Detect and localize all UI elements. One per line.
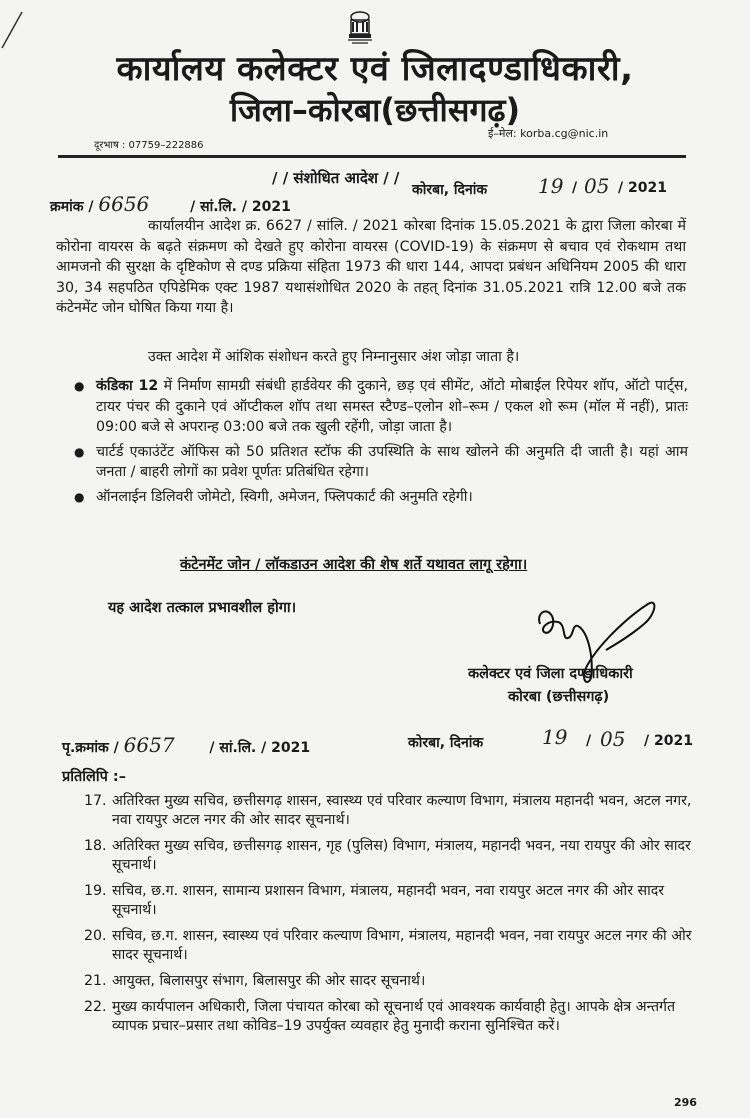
point-1-text: में निर्माण सामग्री संबंधी हार्डवेयर की दुकाने, छड़ एवं सीमेंट, ऑटो मोबाईल रिपेयर शॉप, ऑटो पार्ट्स, टायर पंचर की दुकाने एवं ऑप्टीकल शॉप तथा समस्त स्टैण्ड–एलोन शो–रूम / एकल शो रूम (मॉल में नहीं), प्रातः 09:00 बजे से अपरान्ह 03:00 बजे तक खुली रहेंगी, जोड़ा जाता है। [96, 378, 688, 435]
endorsement-place-date: कोरबा, दिनांक [408, 735, 484, 751]
item-number: 21. [84, 973, 107, 989]
office-title: कार्यालय कलेक्टर एवं जिलादण्डाधिकारी, [116, 49, 634, 89]
place-date-label: कोरबा, दिनांक [412, 182, 488, 198]
list-item [84, 998, 704, 1036]
endorsement-day: 19 [542, 725, 568, 749]
list-item [84, 972, 704, 991]
list-item [84, 792, 704, 830]
section-code: / सां.लि. / 2021 [190, 199, 291, 215]
item-text: सचिव, छ.ग. शासन, सामान्य प्रशासन विभाग, मंत्रालय, महानदी भवन, नवा रायपुर अटल नगर की ओर सादर सूचनार्थ। [112, 883, 665, 918]
item-number: 19. [84, 883, 107, 899]
copy-to-list [84, 792, 704, 1043]
order-month: 05 [584, 174, 610, 198]
signatory-designation: कलेक्टर एवं जिला दण्डाधिकारी [468, 666, 633, 682]
endorsement-number-line [62, 725, 702, 757]
item-number: 22. [84, 999, 107, 1015]
endorsement-date-sep: / [586, 733, 592, 749]
point-3-text: ऑनलाईन डिलिवरी जोमेटो, स्विगी, अमेजन, फ्लिपकार्ट की अनुमति रहेगी। [96, 488, 473, 505]
list-item [96, 487, 688, 508]
effective-note: यह आदेश तत्काल प्रभावशील होगा। [108, 600, 297, 616]
item-number: 17. [84, 793, 107, 809]
order-year: / 2021 [618, 180, 667, 196]
list-item [96, 442, 688, 483]
signatory-location: कोरबा (छत्तीसगढ़) [508, 689, 610, 705]
phone-number: दूरभाष : 07759–222886 [94, 140, 204, 151]
order-paragraph-1: कार्यालयीन आदेश क्र. 6627 / सांलि. / 2021 कोरबा दिनांक 15.05.2021 के द्वारा जिला कोरबा में कोरोना वायरस के बढ़ते संक्रमण को देखते हुए कोरोना वायरस (COVID-19) के संक्रमण से बचाव एवं रोकथाम तथा आमजनो की सुरक्षा के दृष्टिकोण से दण्ड प्रक्रिया संहिता 1973 की धारा 144, आपदा प्रबंधन अधिनियम 2005 की धारा 30, 34 सहपठित एपिडेमिक एक्ट 1987 यथासंशोधित 2020 के तहत् दिनांक 31.05.2021 रात्रि 12.00 बजे तक कंटेनमेंट जोन घोषित किया गया है। [56, 218, 686, 316]
item-text: अतिरिक्त मुख्य सचिव, छत्तीसगढ़ शासन, स्वास्थ्य एवं परिवार कल्याण विभाग, मंत्रालय महानदी भवन, अटल नगर, नवा रायपुर अटल नगर की ओर सादर सूचनार्थ। [112, 793, 692, 828]
list-item [84, 927, 704, 965]
point-1-bold: कंडिका 12 [96, 378, 159, 394]
item-number: 20. [84, 928, 107, 944]
endorsement-section-code: / सां.लि. / 2021 [209, 740, 311, 756]
kramank-number: 6656 [98, 192, 150, 216]
list-item [84, 882, 704, 920]
district-title: जिला–कोरबा(छत्तीसगढ़) [229, 91, 521, 129]
kramank-label: क्रमांक / [50, 199, 94, 215]
point-2-text: चार्टर्ड एकाउंटेंट ऑफिस को 50 प्रतिशत स्टॉफ की उपस्थिति के साथ खोलने की अनुमति दी जाती है। यहां आम जनता / बाहरी लोगों का प्रवेश पूर्णतः प्रतिबंधित रहेगा। [96, 443, 688, 480]
email-address: ई–मेल: korba.cg@nic.in [488, 127, 609, 140]
item-text: अतिरिक्त मुख्य सचिव, छत्तीसगढ़ शासन, गृह (पुलिस) विभाग, मंत्रालय, महानदी भवन, नया रायपुर की ओर सादर सूचनार्थ। [112, 838, 691, 873]
list-item [84, 837, 704, 875]
date-sep: / [572, 180, 578, 196]
list-item [96, 376, 688, 438]
order-paragraph-2: उक्त आदेश में आंशिक संशोधन करते हुए निम्नानुसार अंश जोड़ा जाता है। [148, 349, 520, 365]
header-divider [58, 155, 686, 158]
state-emblem-icon [342, 8, 378, 48]
copy-to-heading: प्रतिलिपि :– [62, 769, 126, 785]
item-number: 18. [84, 838, 107, 854]
page-number: 296 [674, 1096, 697, 1109]
amendment-points [96, 376, 688, 511]
item-text: सचिव, छ.ग. शासन, स्वास्थ्य एवं परिवार कल्याण विभाग, मंत्रालय, महानदी भवन, नवा रायपुर अटल नगर की ओर सादर सूचनार्थ। [112, 928, 692, 963]
item-text: मुख्य कार्यपालन अधिकारी, जिला पंचायत कोरबा को सूचनार्थ एवं आवश्यक कार्यवाही हेतु। आपके क्षेत्र अन्तर्गत व्यापक प्रचार–प्रसार तथा कोविड–19 उपर्युक्त व्यवहार हेतु मुनादी कराना सुनिश्चित करें। [112, 999, 676, 1034]
order-subject: / / संशोधित आदेश / / [272, 169, 400, 187]
endorsement-kramank-label: पृ.क्रमांक / [62, 740, 119, 756]
order-day: 19 [538, 174, 564, 198]
containment-note: कंटेनमेंट जोन / लॉकडाउन आदेश की शेष शर्ते यथावत लागू रहेगा। [180, 557, 528, 573]
endorsement-kramank-number: 6657 [123, 733, 175, 757]
endorsement-year: / 2021 [644, 733, 693, 749]
endorsement-month: 05 [600, 727, 626, 751]
item-text: आयुक्त, बिलासपुर संभाग, बिलासपुर की ओर सादर सूचनार्थ। [112, 973, 426, 989]
